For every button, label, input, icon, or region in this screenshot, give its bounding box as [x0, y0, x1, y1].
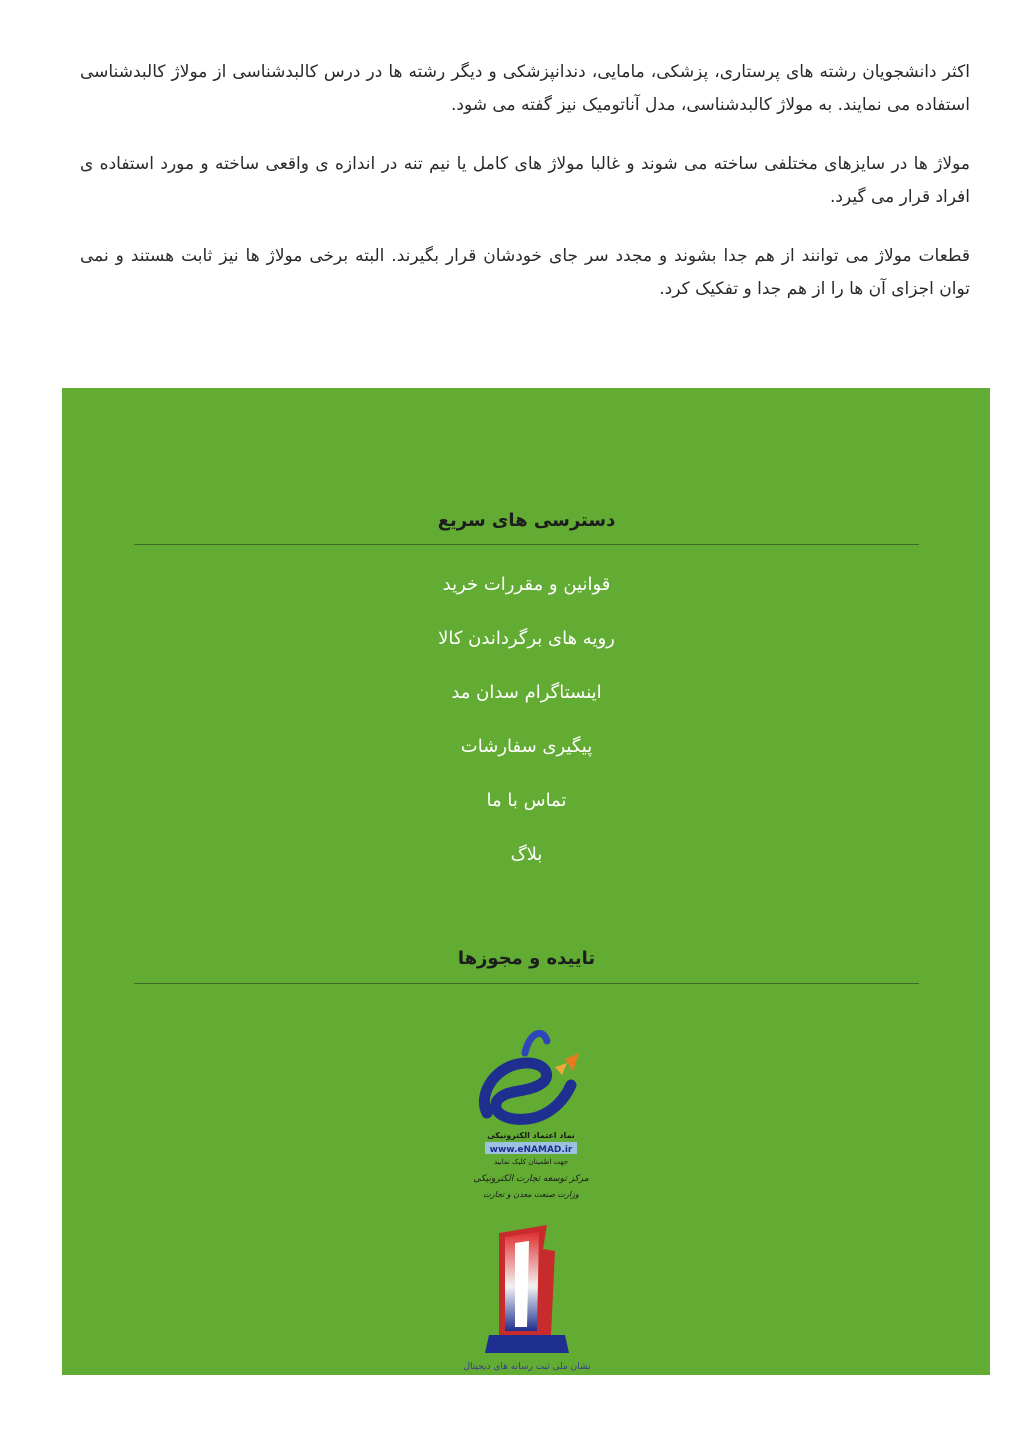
licenses-title: تاییده و مجوزها	[457, 948, 596, 969]
quick-links-divider	[134, 544, 919, 545]
quick-link-item	[134, 838, 919, 892]
article-body	[80, 56, 970, 332]
samandehi-badge[interactable]	[447, 1223, 607, 1375]
purchase-terms-link[interactable]: قوانین و مقررات خرید	[442, 574, 611, 595]
article-paragraph-1: اکثر دانشجویان رشته های پرستاری، پزشکی، مامایی، دندانپزشکی و دیگر رشته ها در درس کالبدشناسی از مولاژ کالبدشناسی استفاده می نمایند. به مولاژ کالبدشناسی، مدل آناتومیک نیز گفته می شود.	[80, 62, 970, 115]
svg-text:وزارت صنعت معدن و تجارت: وزارت صنعت معدن و تجارت	[483, 1190, 579, 1199]
blog-link[interactable]: بلاگ	[510, 844, 543, 865]
svg-text:نماد اعتماد الکترونیکی: نماد اعتماد الکترونیکی	[487, 1131, 575, 1140]
order-tracking-link[interactable]: پیگیری سفارشات	[460, 736, 593, 757]
site-footer	[62, 388, 990, 1375]
enamad-badge[interactable]	[467, 1023, 595, 1203]
contact-us-link[interactable]: تماس با ما	[486, 790, 567, 811]
svg-text:مرکز توسعه تجارت الکترونیکی: مرکز توسعه تجارت الکترونیکی	[473, 1174, 589, 1184]
svg-text:www.eNAMAD.ir: www.eNAMAD.ir	[489, 1145, 573, 1155]
enamad-swirl-icon	[484, 1063, 571, 1119]
quick-link-item	[134, 622, 919, 676]
article-paragraph-3: قطعات مولاژ می توانند از هم جدا بشوند و مجدد سر جای خودشان قرار بگیرند. البته برخی مولاژ ها نیز ثابت هستند و نمی توان اجزای آن ها را از هم جدا و تفکیک کرد.	[80, 246, 970, 299]
svg-text:جهت اطمینان کلیک نمایید: جهت اطمینان کلیک نمایید	[493, 1158, 569, 1166]
svg-text:نشان ملی ثبت رسانه های دیجیتال: نشان ملی ثبت رسانه های دیجیتال	[463, 1362, 591, 1372]
quick-link-item	[134, 730, 919, 784]
licenses-divider	[134, 983, 919, 984]
quick-links-list	[134, 568, 919, 892]
instagram-link[interactable]: اینستاگرام سدان مد	[451, 682, 602, 703]
quick-link-item	[134, 784, 919, 838]
article-paragraph-2: مولاژ ها در سایزهای مختلفی ساخته می شوند و غالبا مولاژ های کامل یا نیم تنه در اندازه ی واقعی ساخته و مورد استفاده ی افراد قرار می گیرد.	[80, 154, 970, 207]
enamad-accent-icon	[565, 1053, 579, 1071]
quick-links-title: دسترسی های سریع	[437, 510, 616, 531]
quick-link-item	[134, 676, 919, 730]
quick-link-item	[134, 568, 919, 622]
return-policy-link[interactable]: رویه های برگرداندن کالا	[438, 628, 615, 649]
